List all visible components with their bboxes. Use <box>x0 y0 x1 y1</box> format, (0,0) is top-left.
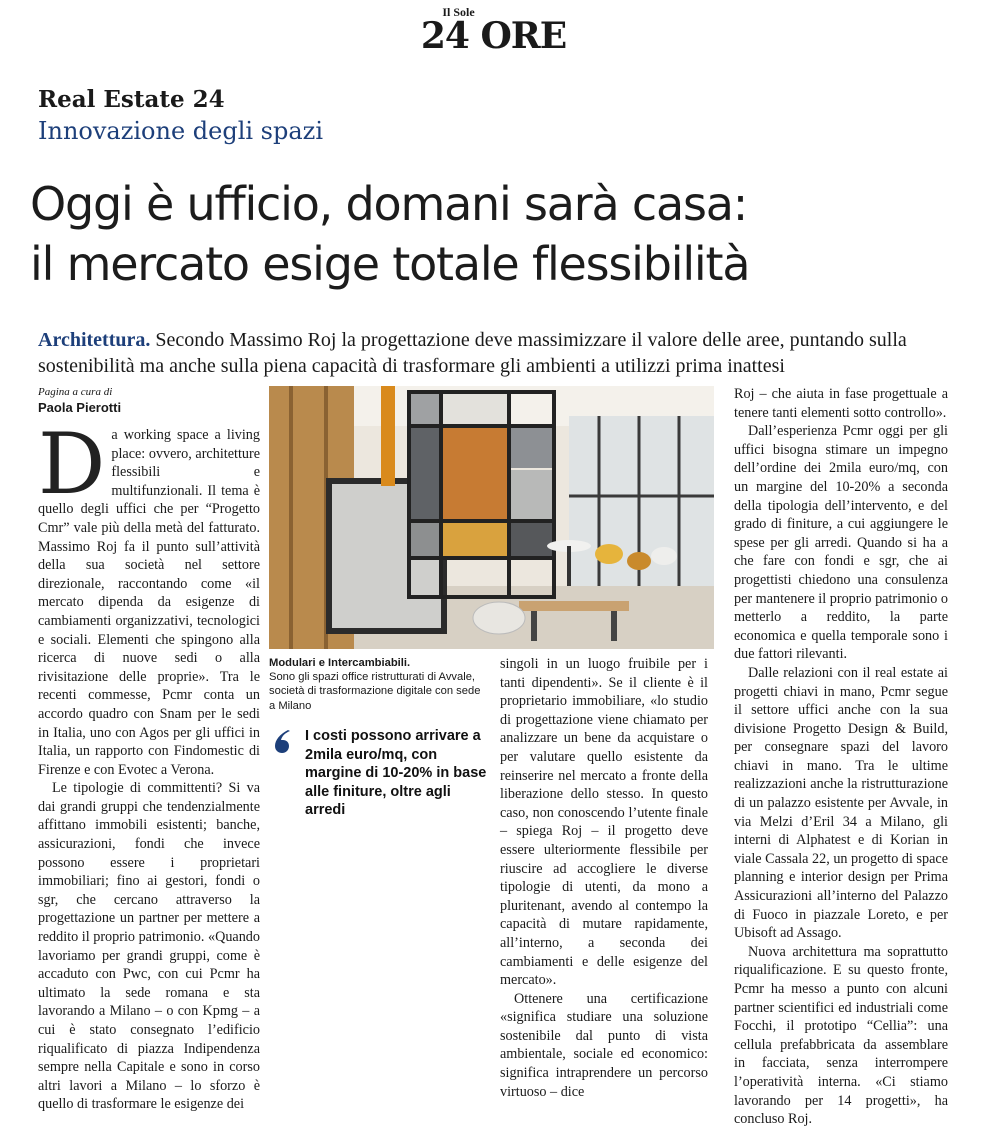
summary <box>38 327 938 379</box>
byline-label: Pagina a cura di <box>38 386 113 398</box>
byline-name: Paola Pierotti <box>38 400 122 415</box>
article-column-4 <box>734 385 948 1129</box>
section-title: Real Estate 24 <box>38 86 225 113</box>
article-column-3 <box>500 655 708 1101</box>
paragraph: Roj – che aiuta in fase progettuale a tenere tanti elementi sotto controllo». <box>734 386 948 421</box>
caption-text: Sono gli spazi office ristrutturati di Avvale, società di trasformazione digitale con sede a Milano <box>269 671 481 712</box>
paragraph: singoli in un luogo fruibile per i tanti dipendenti». Se il cliente è il proprietario immobiliare, «lo studio di progettazione viene chiamato per analizzare un bene da acquistare o per valutare quello esistente da reinserire nel mercato a fronte della liberazione dello stesso. In questo caso, non conoscendo l’utente finale – spiega Roj – il progetto deve essere ulteriormente flessibile per riuscire ad accogliere le diverse tipologie di utenti, da mono a pluritenant, avendo al contempo la capacità di mutare rapidamente, all’interno, a seconda dei cambiamenti e delle esigenze del mercato». <box>500 656 708 989</box>
article-column-1 <box>38 415 260 1114</box>
office-interior-illustration <box>269 386 714 649</box>
masthead-name: 24 ORE <box>420 15 567 57</box>
masthead-logo <box>0 6 987 56</box>
headline-line1: Oggi è ufficio, domani sarà casa: <box>30 177 748 231</box>
photo-caption <box>269 656 484 713</box>
dropcap: D <box>38 415 106 513</box>
paragraph: Le tipologie di committenti? Si va dai grandi gruppi che tendenzialmente affittano immobili esistenti; banche, assicurazioni, fondi che invece possono essere i proprietari immobiliari; fino ai gestori, fondi o sgr, che cercano attraverso la progettazione un partner per mettere a reddito il proprio patrimonio. «Quando lavoriamo per grandi gruppi, come è accaduto con Pwc, con cui Pcmr ha ultimato la sede romana e sta lavorando a Milano – o con Kpmg – a cui è stato consegnato l’edificio riqualificato di piazza Indipendenza sempre nella Capitale e sono in corso altri lavori a Milano – lo sforzo è quello di trasformare le esigenze dei <box>38 780 260 1113</box>
summary-kicker: Architettura. <box>38 329 151 351</box>
masthead-top: Il Sole <box>442 5 475 19</box>
paragraph: Nuova architettura ma soprattutto riqualificazione. E su questo fronte, Pcmr ha messo a punto con alcuni partner scientifici ed industriali come Focchi, il prototipo “Cellia”: una cellula prefabbricata da assemblare in facciata, senza interrompere l’operatività interna. «Ci stiamo lavorando per 14 progetti», ha concluso Roj. <box>734 943 948 1128</box>
caption-title: Modulari e Intercambiabili. <box>269 657 411 669</box>
paragraph: Dalle relazioni con il real estate ai progetti chiavi in mano, Pcmr segue il settore uffici anche con la sua divisione Progetto Design & Build, per consegnare spazi del lavoro chiavi in mano. Tra le ultime realizzazioni anche la ristrutturazione di un palazzo esistente per Avvale, in via Melzi d’Eril 34 a Milano, gli interni di Alphatest e di Korian in viale Cassala 22, un progetto di space planning e interior design per Prima Assicurazioni all’interno del Palazzo di Fuoco in piazzale Loreto, e per Ubisoft ad Assago. <box>734 664 948 942</box>
headline-line2: il mercato esige totale flessibilità <box>30 237 750 291</box>
pull-quote: I costi possono arrivare a 2mila euro/mq, con margine di 10-20% in base alle finiture, oltre agli arredi <box>305 728 487 819</box>
paragraph: Da working space a living place: ovvero, architetture flessibili e multifunzionali. Il tema è quello degli uffici che per “Progetto Cmr” vale più della metà del fatturato. Massimo Roj fa il punto sull’attività della sua società nel settore direzionale, raccontando come «il mercato dipenda da esigenze di cambiamenti organizzativi, tecnologici e sociali. Elementi che spingono alla ricerca di nuove sedi o alla rivisitazione delle proprie». Tra le recenti commesse, Pcmr conta un accordo quadro con Snam per le sedi in Italia, uno con Agos per gli uffici in Italia, un rapporto con Findomestic di Firenze e con Evotec a Verona. <box>38 415 260 778</box>
summary-text: Secondo Massimo Roj la progettazione deve massimizzare il valore delle aree, puntando sulla sostenibilità ma anche sulla piena capacità di trasformare gli ambienti a utilizzi prima inattesi <box>38 329 907 377</box>
paragraph: Ottenere una certificazione «significa studiare una soluzione sostenibile dal punto di vista ambientale, sociale ed economico: significa intraprendere un percorso virtuoso – dice <box>500 990 708 1100</box>
subsection-title: Innovazione degli spazi <box>38 117 323 145</box>
quote-mark-icon <box>272 728 296 754</box>
office-photo <box>269 386 714 649</box>
paragraph: Dall’esperienza Pcmr oggi per gli uffici bisogna stimare un impegno dell’ordine dei 2mila euro/mq, con un margine del 10-20% a seconda della tipologia dell’intervento, e del grado di finiture, a cui aggiungere le spese per gli arredi. Quando si ha a che fare con fondi e sgr, che ai progettisti chiedono una consulenza per mantenere il proprio patrimonio o metterlo a reddito, la parte economica e quella temporale sono i due fattori rilevanti. <box>734 423 948 663</box>
headline <box>30 174 980 294</box>
